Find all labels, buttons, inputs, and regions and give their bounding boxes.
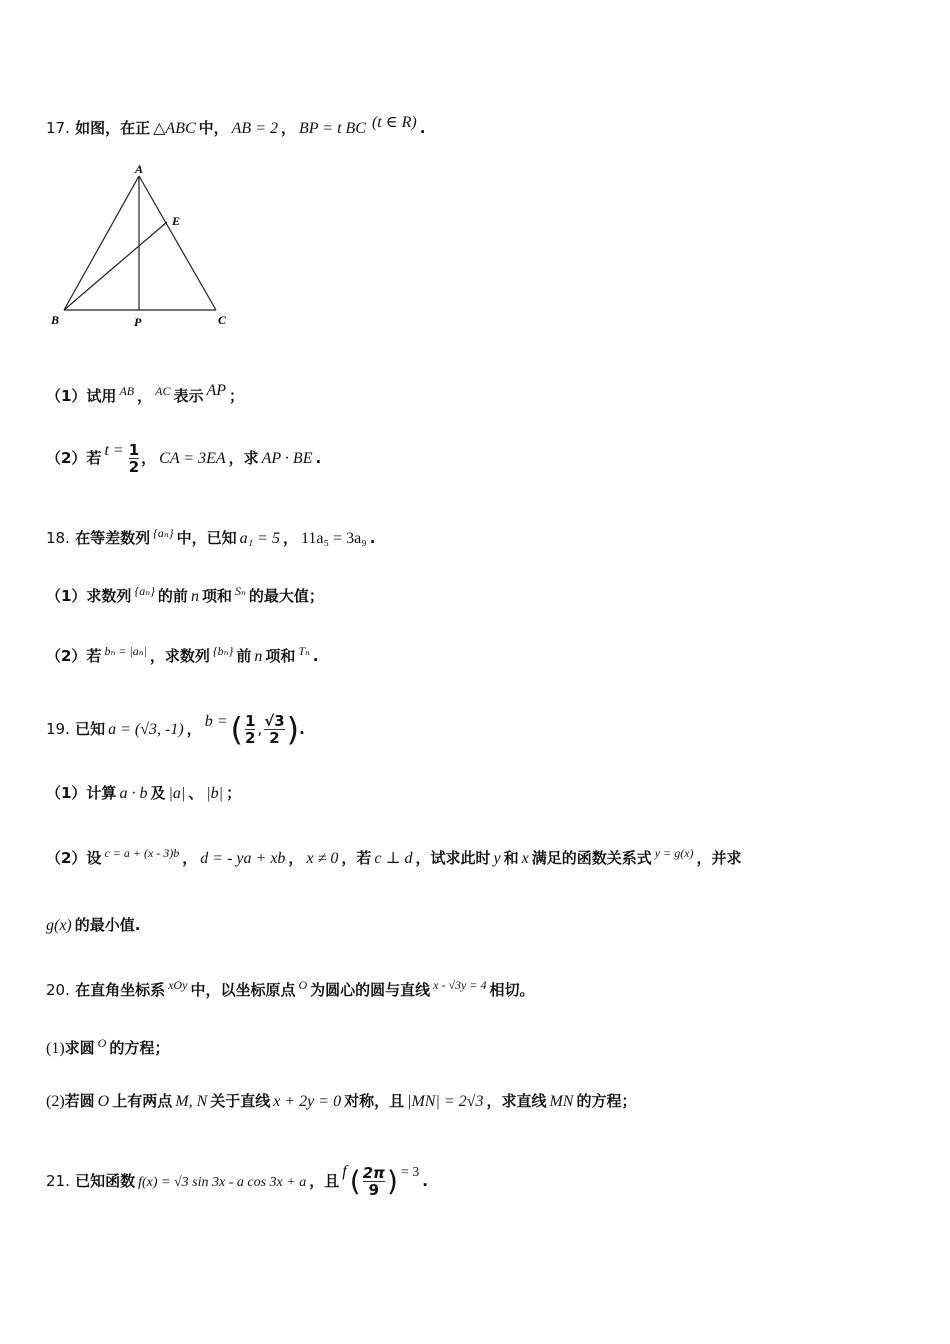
q20-part2: (2)若圆 O 上有两点 M, N 关于直线 x + 2y = 0 对称，且 |MN| = 2√3 ，求直线 MN 的方程；	[46, 1092, 637, 1110]
q17-part2: （2）若 t = $\frac{1}{2}$ ， CA = 3EA ，求 AP · BE .	[46, 441, 322, 476]
label-b: B	[51, 313, 60, 327]
label-a: A	[135, 162, 144, 176]
side-ab	[64, 176, 139, 310]
segment-be	[64, 222, 167, 310]
q17-part1: （1）试用 $^{AB}$ ， $^{AC}$ 表示 AP ；	[46, 382, 245, 405]
q18-part1: （1）求数列 $^{\{a_n\}}$ 的前 n 项和 $^{S_n}$ 的最大值；	[46, 584, 324, 605]
q19-statement: 19. 已知 a = (√3, -1) ， b =( $\frac{1}{2}$ , $\frac{√3}{2}$ ).	[46, 710, 305, 749]
fraction-b-x: $\frac{1}{2}$	[244, 712, 256, 747]
label-e: E	[172, 214, 181, 228]
q19-part1: （1）计算 a · b 及 |a| 、 |b| ；	[46, 784, 242, 802]
q20-statement: 20. 在直角坐标系 $^{xOy}$ 中，以坐标原点 $^O$ 为圆心的圆与直线 $^{x - √3y = 4}$ 相切。	[46, 978, 535, 999]
label-c: C	[218, 313, 227, 327]
q19-part2-line1: （2）设 $^{c = a + (x - 3)b}$ ， d = - ya + xb ， x ≠ 0 ，若 c ⊥ d ，试求此时 y 和 x 满足的函数关系式 $^{y = g(x)}$ ，并求	[46, 846, 742, 867]
q18-statement: 18. 在等差数列 $^{\{a_n\}}$ 中，已知 a₁ = 5 ， 11a₅ = 3a₉ .	[46, 526, 376, 547]
fraction-one-half: $\frac{1}{2}$	[128, 441, 140, 476]
q18-part2: （2）若 $^{b_n = |a_n|}$ ，求数列 $^{\{b_n\}}$ 前 n 项和 $^{T_n}$ .	[46, 644, 319, 665]
label-p: P	[134, 315, 142, 329]
q21-statement: 21. 已知函数 f(x) = √3 sin 3x - a cos 3x + a ，且f ( $\frac{2\pi}{9}$ ) = 3 .	[46, 1163, 428, 1199]
side-ac	[139, 176, 216, 310]
fraction-two-pi-ninths: $\frac{2\pi}{9}$	[362, 1164, 385, 1199]
q17-statement: 17. 如图，在正 △ABC 中， AB = 2 ， BP = t BC (t ∈ R) .	[46, 114, 426, 137]
triangle-figure	[46, 158, 246, 333]
q19-part2-line2: g(x) 的最小值.	[46, 916, 141, 934]
fraction-b-y: $\frac{√3}{2}$	[264, 712, 285, 747]
q20-part1: (1)求圆 $^O$ 的方程；	[46, 1036, 170, 1057]
